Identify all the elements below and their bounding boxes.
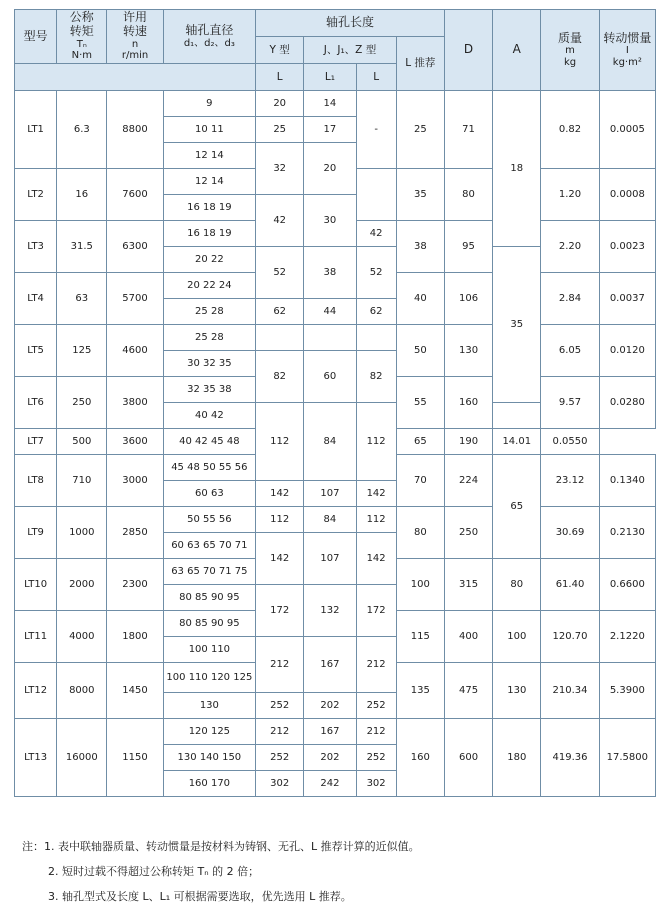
cell-l-rec: 135 bbox=[396, 663, 444, 719]
cell-bore: 9 bbox=[163, 91, 255, 117]
cell-torque: 31.5 bbox=[57, 221, 107, 273]
cell-bore: 45 48 50 55 56 bbox=[163, 455, 255, 481]
header-inertia: 转动惯量 I kg·m² bbox=[599, 10, 655, 91]
cell-a: 100 bbox=[493, 611, 541, 663]
cell-j-l bbox=[356, 169, 396, 221]
cell-torque: 500 bbox=[57, 429, 107, 455]
cell-speed: 2850 bbox=[107, 507, 163, 559]
cell-inertia: 0.6600 bbox=[599, 559, 655, 611]
cell-j-l: 112 bbox=[356, 403, 396, 481]
cell-j-l: 302 bbox=[356, 771, 396, 797]
cell-mass: 419.36 bbox=[541, 719, 599, 797]
cell-j-l bbox=[356, 325, 396, 351]
cell-d: 160 bbox=[444, 377, 492, 429]
cell-y-l: 25 bbox=[256, 117, 304, 143]
cell-bore: 100 110 bbox=[163, 637, 255, 663]
cell-inertia: 0.0120 bbox=[599, 325, 655, 377]
cell-inertia: 0.0550 bbox=[541, 429, 599, 455]
cell-y-l: 142 bbox=[256, 533, 304, 585]
cell-speed: 1800 bbox=[107, 611, 163, 663]
cell-d: 190 bbox=[444, 429, 492, 455]
cell-speed: 3600 bbox=[107, 429, 163, 455]
cell-l-rec: 40 bbox=[396, 273, 444, 325]
cell-a: 18 bbox=[493, 91, 541, 247]
cell-j-l1: 20 bbox=[304, 143, 356, 195]
cell-j-l: 82 bbox=[356, 351, 396, 403]
cell-d: 400 bbox=[444, 611, 492, 663]
table-row bbox=[15, 325, 656, 351]
cell-bore: 40 42 45 48 bbox=[163, 429, 255, 455]
cell-mass: 6.05 bbox=[541, 325, 599, 377]
cell-l-rec: 115 bbox=[396, 611, 444, 663]
header-j-l: L bbox=[356, 64, 396, 91]
header-a: A bbox=[493, 10, 541, 91]
cell-torque: 16 bbox=[57, 169, 107, 221]
cell-j-l: 62 bbox=[356, 299, 396, 325]
coupling-spec-table bbox=[14, 9, 656, 797]
cell-speed: 3000 bbox=[107, 455, 163, 507]
cell-mass: 61.40 bbox=[541, 559, 599, 611]
cell-y-l: 142 bbox=[256, 481, 304, 507]
cell-mass: 9.57 bbox=[541, 377, 599, 429]
cell-j-l1: 84 bbox=[304, 507, 356, 533]
cell-j-l: 212 bbox=[356, 719, 396, 745]
cell-inertia: 5.3900 bbox=[599, 663, 655, 719]
cell-d: 315 bbox=[444, 559, 492, 611]
cell-model: LT13 bbox=[15, 719, 57, 797]
cell-bore: 130 bbox=[163, 693, 255, 719]
cell-model: LT2 bbox=[15, 169, 57, 221]
cell-speed: 8800 bbox=[107, 91, 163, 169]
cell-model: LT4 bbox=[15, 273, 57, 325]
header-y-l: L bbox=[256, 64, 304, 91]
cell-bore: 12 14 bbox=[163, 169, 255, 195]
cell-mass: 210.34 bbox=[541, 663, 599, 719]
cell-bore: 160 170 bbox=[163, 771, 255, 797]
cell-j-l1: 107 bbox=[304, 481, 356, 507]
header-torque: 公称 转矩 Tₙ N·m bbox=[57, 10, 107, 64]
cell-d: 600 bbox=[444, 719, 492, 797]
cell-torque: 16000 bbox=[57, 719, 107, 797]
cell-y-l: 302 bbox=[256, 771, 304, 797]
cell-torque: 63 bbox=[57, 273, 107, 325]
cell-model: LT3 bbox=[15, 221, 57, 273]
cell-inertia: 0.0037 bbox=[599, 273, 655, 325]
header-corner-left bbox=[15, 64, 256, 91]
cell-bore: 120 125 bbox=[163, 719, 255, 745]
cell-model: LT12 bbox=[15, 663, 57, 719]
cell-y-l: 112 bbox=[256, 403, 304, 481]
cell-model: LT9 bbox=[15, 507, 57, 559]
table-row bbox=[15, 507, 656, 533]
cell-bore: 10 11 bbox=[163, 117, 255, 143]
cell-d: 71 bbox=[444, 91, 492, 169]
cell-bore: 63 65 70 71 75 bbox=[163, 559, 255, 585]
cell-y-l: 252 bbox=[256, 745, 304, 771]
cell-l-rec: 80 bbox=[396, 507, 444, 559]
cell-d: 224 bbox=[444, 455, 492, 507]
cell-bore: 50 55 56 bbox=[163, 507, 255, 533]
cell-model: LT11 bbox=[15, 611, 57, 663]
cell-j-l: 52 bbox=[356, 247, 396, 299]
cell-bore: 100 110 120 125 bbox=[163, 663, 255, 693]
cell-mass: 30.69 bbox=[541, 507, 599, 559]
cell-y-l: 20 bbox=[256, 91, 304, 117]
header-mass: 质量 m kg bbox=[541, 10, 599, 91]
cell-j-l: 142 bbox=[356, 533, 396, 585]
header-j-l1: L₁ bbox=[304, 64, 356, 91]
cell-j-l1: 38 bbox=[304, 247, 356, 299]
cell-mass: 0.82 bbox=[541, 91, 599, 169]
cell-j-l: 212 bbox=[356, 637, 396, 693]
cell-bore: 25 28 bbox=[163, 299, 255, 325]
note-3: 3. 轴孔型式及长度 L、L₁ 可根据需要选取，优先选用 L 推荐。 bbox=[48, 890, 352, 903]
cell-j-l1: 30 bbox=[304, 195, 356, 247]
cell-y-l: 252 bbox=[256, 693, 304, 719]
cell-j-l1: 202 bbox=[304, 693, 356, 719]
cell-j-l1: 44 bbox=[304, 299, 356, 325]
cell-l-rec: 25 bbox=[396, 91, 444, 169]
cell-j-l1 bbox=[304, 325, 356, 351]
cell-speed: 1150 bbox=[107, 719, 163, 797]
cell-mass: 2.84 bbox=[541, 273, 599, 325]
cell-inertia: 0.0005 bbox=[599, 91, 655, 169]
cell-j-l1: 242 bbox=[304, 771, 356, 797]
cell-j-l1: 132 bbox=[304, 585, 356, 637]
cell-torque: 1000 bbox=[57, 507, 107, 559]
cell-inertia: 0.0280 bbox=[599, 377, 655, 429]
table-row bbox=[15, 719, 656, 745]
table-notes bbox=[22, 834, 420, 909]
cell-inertia: 0.1340 bbox=[599, 455, 655, 507]
cell-y-l: 212 bbox=[256, 719, 304, 745]
cell-inertia: 2.1220 bbox=[599, 611, 655, 663]
cell-y-l: 82 bbox=[256, 351, 304, 403]
cell-l-rec: 50 bbox=[396, 325, 444, 377]
cell-y-l: 32 bbox=[256, 143, 304, 195]
cell-l-rec: 100 bbox=[396, 559, 444, 611]
cell-speed: 4600 bbox=[107, 325, 163, 377]
cell-d: 95 bbox=[444, 221, 492, 273]
cell-bore: 130 140 150 bbox=[163, 745, 255, 771]
cell-model: LT1 bbox=[15, 91, 57, 169]
cell-d: 130 bbox=[444, 325, 492, 377]
cell-model: LT7 bbox=[15, 429, 57, 455]
cell-l-rec: 160 bbox=[396, 719, 444, 797]
cell-j-l1: 14 bbox=[304, 91, 356, 117]
cell-y-l bbox=[256, 325, 304, 351]
cell-bore: 32 35 38 bbox=[163, 377, 255, 403]
cell-y-l: 52 bbox=[256, 247, 304, 299]
cell-speed: 5700 bbox=[107, 273, 163, 325]
cell-torque: 250 bbox=[57, 377, 107, 429]
cell-inertia: 0.2130 bbox=[599, 507, 655, 559]
cell-torque: 6.3 bbox=[57, 91, 107, 169]
table-row bbox=[15, 91, 656, 117]
cell-bore: 60 63 65 70 71 bbox=[163, 533, 255, 559]
header-bore-diameter: 轴孔直径 d₁、d₂、d₃ bbox=[163, 10, 255, 64]
cell-a: 130 bbox=[493, 663, 541, 719]
cell-bore: 20 22 24 bbox=[163, 273, 255, 299]
cell-mass: 23.12 bbox=[541, 455, 599, 507]
cell-l-rec: 65 bbox=[396, 429, 444, 455]
header-jjz-type: J、J₁、Z 型 bbox=[304, 37, 396, 64]
cell-inertia: 0.0008 bbox=[599, 169, 655, 221]
cell-l-rec: 35 bbox=[396, 169, 444, 221]
cell-l-rec: 70 bbox=[396, 455, 444, 507]
cell-j-l: 252 bbox=[356, 745, 396, 771]
cell-l-rec: 38 bbox=[396, 221, 444, 273]
header-hub-length: 轴孔长度 bbox=[256, 10, 445, 37]
cell-bore: 20 22 bbox=[163, 247, 255, 273]
cell-j-l1: 17 bbox=[304, 117, 356, 143]
cell-j-l1: 84 bbox=[304, 403, 356, 481]
cell-torque: 8000 bbox=[57, 663, 107, 719]
cell-torque: 2000 bbox=[57, 559, 107, 611]
note-1: 注：1. 表中联轴器质量、转动惯量是按材料为铸钢、无孔、L 推荐计算的近似值。 bbox=[22, 840, 420, 853]
cell-torque: 710 bbox=[57, 455, 107, 507]
cell-d: 106 bbox=[444, 273, 492, 325]
cell-bore: 16 18 19 bbox=[163, 195, 255, 221]
cell-d: 80 bbox=[444, 169, 492, 221]
cell-mass: 120.70 bbox=[541, 611, 599, 663]
cell-mass: 2.20 bbox=[541, 221, 599, 273]
cell-speed: 7600 bbox=[107, 169, 163, 221]
cell-j-l: - bbox=[356, 91, 396, 169]
cell-bore: 40 42 bbox=[163, 403, 255, 429]
cell-speed: 3800 bbox=[107, 377, 163, 429]
cell-y-l: 42 bbox=[256, 195, 304, 247]
cell-a: 180 bbox=[493, 719, 541, 797]
cell-y-l: 112 bbox=[256, 507, 304, 533]
cell-model: LT6 bbox=[15, 377, 57, 429]
cell-j-l1: 167 bbox=[304, 719, 356, 745]
header-l-recommended: L 推荐 bbox=[396, 37, 444, 91]
cell-bore: 16 18 19 bbox=[163, 221, 255, 247]
cell-mass: 1.20 bbox=[541, 169, 599, 221]
cell-a: 80 bbox=[493, 559, 541, 611]
header-model: 型号 bbox=[15, 10, 57, 64]
cell-inertia: 17.5800 bbox=[599, 719, 655, 797]
cell-mass: 14.01 bbox=[493, 429, 541, 455]
cell-y-l: 62 bbox=[256, 299, 304, 325]
cell-d: 250 bbox=[444, 507, 492, 559]
cell-j-l1: 202 bbox=[304, 745, 356, 771]
cell-model: LT8 bbox=[15, 455, 57, 507]
cell-j-l: 172 bbox=[356, 585, 396, 637]
cell-j-l: 112 bbox=[356, 507, 396, 533]
cell-torque: 125 bbox=[57, 325, 107, 377]
cell-d: 475 bbox=[444, 663, 492, 719]
cell-inertia: 0.0023 bbox=[599, 221, 655, 273]
cell-a: 65 bbox=[493, 455, 541, 559]
cell-bore: 80 85 90 95 bbox=[163, 585, 255, 611]
cell-a: 35 bbox=[493, 247, 541, 403]
cell-j-l: 142 bbox=[356, 481, 396, 507]
header-speed: 许用 转速 n r/min bbox=[107, 10, 163, 64]
cell-j-l1: 107 bbox=[304, 533, 356, 585]
cell-j-l: 252 bbox=[356, 693, 396, 719]
cell-l-rec: 55 bbox=[396, 377, 444, 429]
cell-j-l1: 60 bbox=[304, 351, 356, 403]
cell-bore: 12 14 bbox=[163, 143, 255, 169]
cell-model: LT10 bbox=[15, 559, 57, 611]
cell-y-l: 172 bbox=[256, 585, 304, 637]
header-d: D bbox=[444, 10, 492, 91]
cell-bore: 80 85 90 95 bbox=[163, 611, 255, 637]
cell-bore: 60 63 bbox=[163, 481, 255, 507]
cell-model: LT5 bbox=[15, 325, 57, 377]
cell-j-l1: 167 bbox=[304, 637, 356, 693]
cell-torque: 4000 bbox=[57, 611, 107, 663]
cell-bore: 30 32 35 bbox=[163, 351, 255, 377]
cell-bore: 25 28 bbox=[163, 325, 255, 351]
header-y-type: Y 型 bbox=[256, 37, 304, 64]
cell-j-l: 42 bbox=[356, 221, 396, 247]
cell-y-l: 212 bbox=[256, 637, 304, 693]
note-2: 2. 短时过载不得超过公称转矩 Tₙ 的 2 倍； bbox=[48, 865, 260, 878]
cell-speed: 6300 bbox=[107, 221, 163, 273]
cell-speed: 2300 bbox=[107, 559, 163, 611]
cell-speed: 1450 bbox=[107, 663, 163, 719]
